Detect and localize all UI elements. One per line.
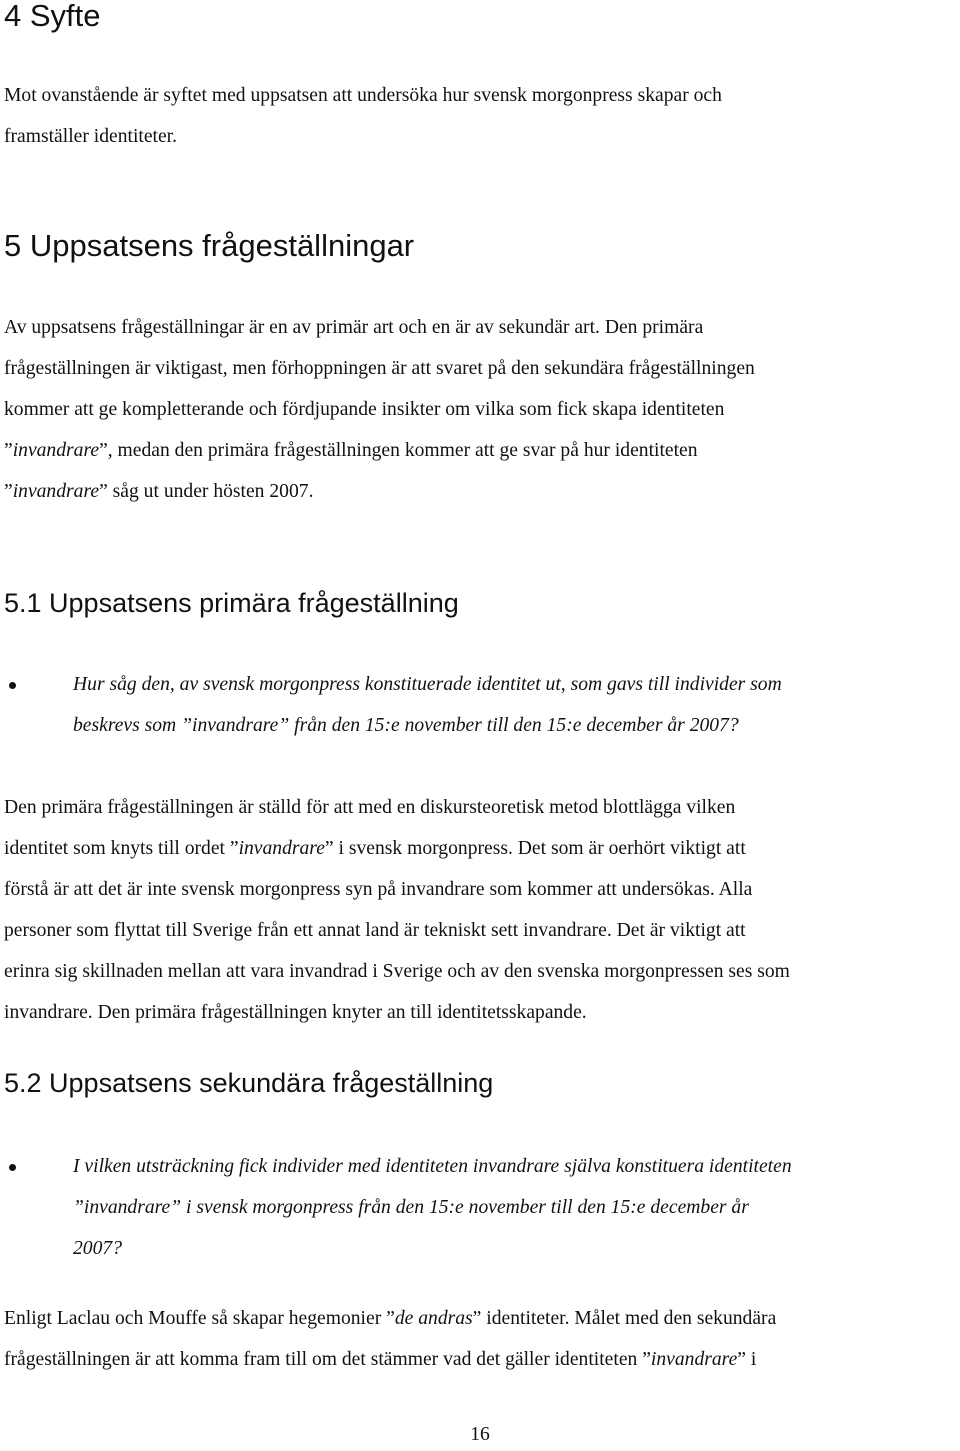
text-line: erinra sig skillnaden mellan att vara invandrad i Sverige och av den svenska morgonpressen ses som xyxy=(4,961,790,982)
italic-term: invandrare xyxy=(12,440,100,461)
paragraph-syfte xyxy=(4,75,956,157)
text-line xyxy=(4,430,956,471)
italic-term: invandrare xyxy=(650,1349,738,1370)
text-line: I vilken utsträckning fick individer med identiteten invandrare själva konstituera identiteten xyxy=(73,1156,792,1177)
quote-mark: ” xyxy=(4,440,13,461)
text-line: Den primära frågeställningen är ställd för att med en diskursteoretisk metod blottlägga vilken xyxy=(4,797,736,818)
text-line: kommer att ge kompletterande och fördjupande insikter om vilka som fick skapa identiteten xyxy=(4,399,725,420)
bullet-dot-icon xyxy=(9,682,16,689)
text-line: Hur såg den, av svensk morgonpress konstituerade identitet ut, som gavs till individer som xyxy=(73,674,782,695)
text-line: invandrare. Den primära frågeställningen knyter an till identitetsskapande. xyxy=(4,1002,587,1023)
text-line: frågeställningen är viktigast, men förhoppningen är att svaret på den sekundära frågeställningen xyxy=(4,358,755,379)
bullet-primary-text xyxy=(73,664,953,746)
text-run: identitet som knyts till ordet ” xyxy=(4,838,239,859)
text-line xyxy=(4,471,956,512)
italic-term: invandrare xyxy=(12,481,100,502)
text-line: ”invandrare” i svensk morgonpress från den 15:e november till den 15:e december år xyxy=(73,1197,749,1218)
text-run: ” i xyxy=(737,1349,757,1370)
text-line: Mot ovanstående är syftet med uppsatsen att undersöka hur svensk morgonpress skapar och xyxy=(4,85,722,106)
text-run: ” såg ut under hösten 2007. xyxy=(99,481,314,502)
paragraph-fragestallningar xyxy=(4,307,956,512)
text-line: framställer identiteter. xyxy=(4,126,178,147)
italic-term: de andras xyxy=(394,1308,473,1329)
page-number: 16 xyxy=(470,1424,490,1445)
text-line: personer som flyttat till Sverige från ett annat land är tekniskt sett invandrare. Det är viktigt att xyxy=(4,920,746,941)
italic-term: invandrare xyxy=(238,838,325,859)
text-run: frågeställningen är att komma fram till om det stämmer vad det gäller identiteten ” xyxy=(4,1349,651,1370)
text-line xyxy=(4,1339,956,1380)
paragraph-secondary xyxy=(4,1298,956,1380)
quote-mark: ” xyxy=(4,481,13,502)
text-line: Av uppsatsens frågeställningar är en av primär art och en är av sekundär art. Den primära xyxy=(4,317,704,338)
text-run: ” identiteter. Målet med den sekundära xyxy=(472,1308,777,1329)
heading-syfte: 4 Syfte xyxy=(4,0,101,33)
heading-sekundar-fragestallning: 5.2 Uppsatsens sekundära frågeställning xyxy=(4,1068,494,1098)
bullet-dot-icon xyxy=(9,1164,16,1171)
paragraph-primary xyxy=(4,787,956,1033)
text-run: ” i svensk morgonpress. Det som är oerhört viktigt att xyxy=(324,838,746,859)
text-line: 2007? xyxy=(73,1238,122,1259)
text-run: ”, medan den primära frågeställningen kommer att ge svar på hur identiteten xyxy=(99,440,698,461)
heading-primar-fragestallning: 5.1 Uppsatsens primära frågeställning xyxy=(4,588,459,618)
heading-fragestallningar: 5 Uppsatsens frågeställningar xyxy=(4,228,415,263)
text-run: Enligt Laclau och Mouffe så skapar hegemonier ” xyxy=(4,1308,395,1329)
text-line: beskrevs som ”invandrare” från den 15:e november till den 15:e december år 2007? xyxy=(73,715,739,736)
text-line: förstå är att det är inte svensk morgonpress syn på invandrare som kommer att undersökas. Alla xyxy=(4,879,753,900)
bullet-secondary-text xyxy=(73,1146,953,1269)
text-line xyxy=(4,1298,956,1339)
text-line xyxy=(4,828,956,869)
